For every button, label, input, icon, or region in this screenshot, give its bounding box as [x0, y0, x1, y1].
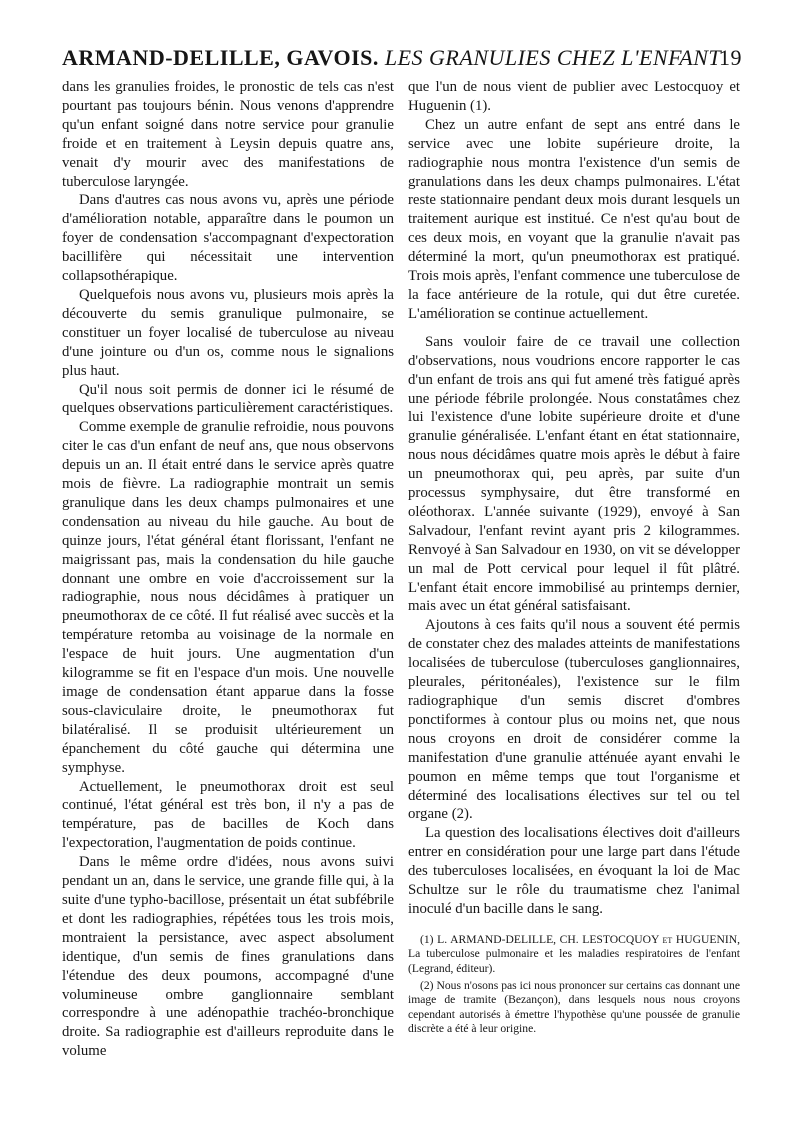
paragraph: Dans le même ordre d'idées, nous avons suivi pendant un an, dans le service, une grande fille qui, à la suite d'une typho-bacillose, présentait un état subfébrile et dont les radiographies, répétées tous les trois mois, montraient la persistance, avec aspect absolument identique, d'un semis de fines granulations dans l'étendue des deux poumons, accompagné d'une volumineuse ombre ganglionnaire semblant correspondre à une adénopathie trachéo-bronchique droite. Sa radiographie est d'ailleurs reproduite dans le volume: [62, 854, 394, 1060]
page-number: 19: [719, 45, 742, 70]
right-column: [408, 78, 740, 1037]
paragraph: Sans vouloir faire de ce travail une collection d'observations, nous voudrions encore rapporter le cas d'un enfant de trois ans qui fut amené très fatigué après une période fébrile prolongée. Nous constatâmes chez lui l'existence d'une lobite supérieure droite et d'une granulie généralisée. L'enfant étant en état stationnaire, nous nous décidâmes quatre mois après le début à faire un pneumothorax qui, peu après, par suite d'un processus symphysaire, dut être transformé en oléothorax. L'année suivante (1929), envoyé à San Salvadour, l'enfant revint ayant pris 2 kilogrammes. Renvoyé à San Salvadour en 1930, on vit se développer un mal de Pott cervical pour lequel il fût plâtré. L'enfant était encore immobilisé au printemps dernier, mais avec un état général satisfaisant.: [408, 333, 740, 615]
paragraph: que l'un de nous vient de publier avec Lestocquoy et Huguenin (1).: [408, 79, 740, 114]
footnote-authors: L. ARMAND-DELILLE, CH. LESTOCQUOY et HUGUENIN,: [437, 932, 740, 946]
header-authors: ARMAND-DELILLE, GAVOIS.: [62, 45, 379, 70]
paragraph: Qu'il nous soit permis de donner ici le résumé de quelques observations particulièrement caractéristiques.: [62, 381, 394, 417]
footnote-marker: (2): [420, 978, 434, 992]
footnote-text: La tuberculose pulmonaire et les maladies respiratoires de l'enfant (Legrand, éditeur).: [408, 947, 740, 976]
footnote-1: [408, 933, 740, 977]
paragraph: La question des localisations électives doit d'ailleurs entrer en considération pour une large part dans l'étude des tuberculoses localisées, en évoquant la loi de Mac Schultze sur le rôle du traumatisme chez l'animal inoculé d'un bacille dans le sang.: [408, 825, 740, 917]
paragraph: Dans d'autres cas nous avons vu, après une période d'amélioration notable, apparaître dans le poumon un foyer de condensation s'accompagnant d'expectoration bacillifère qui nécessitait une intervention collapsothérapique.: [62, 192, 394, 285]
footnote-text: Nous n'osons pas ici nous prononcer sur certains cas donnant une image de tramite (Bezançon), dans lesquels nous nous croyons cependant autorisés à émettre l'hypothèse qu'une poussée de granulie discrète a été à leur origine.: [408, 978, 740, 1036]
left-column: [62, 78, 394, 1061]
footnote-2: [408, 979, 740, 1037]
header-title: LES GRANULIES CHEZ L'ENFANT: [384, 45, 722, 70]
paragraph: Quelquefois nous avons vu, plusieurs mois après la découverte du semis granulique pulmonaire, se constituer un foyer localisé de tuberculose au niveau d'une jointure ou d'un os, comme nous le signalions plus haut.: [62, 286, 394, 379]
paragraph: Ajoutons à ces faits qu'il nous a souvent été permis de constater chez des malades atteints de manifestations localisées de tuberculose (tuberculoses ganglionnaires, pleurales, péritonéales), l'existence sur le film radiographique d'un semis discret d'ombres ponctiformes à contour plus ou moins net, que nous nous croyons en droit de considérer comme la manifestation d'une granulie atténuée ayant envahi le poumon en même temps que tout l'organisme et déterminé des localisations électives sur tel ou tel organe (2).: [408, 617, 740, 823]
paragraph: Chez un autre enfant de sept ans entré dans le service avec une lobite supérieure droite, la radiographie nous montra l'existence d'un semis de granulations dans les deux champs pulmonaires. L'état reste stationnaire pendant deux mois durant lesquels un traitement aurique est institué. Ce n'est qu'au bout de ces deux mois, en voyant que la granulie n'avait pas déterminé la mort, qu'un pneumothorax est pratiqué. Trois mois après, l'enfant commence une tuberculose de la face antérieure de la rotule, qui dut être curetée. L'amélioration se continue actuellement.: [408, 116, 740, 322]
section-gap: [408, 324, 740, 333]
paragraph: Comme exemple de granulie refroidie, nous pouvons citer le cas d'un enfant de neuf ans, que nous observons depuis un an. Il était entré dans le service après quatre mois de fièvre. La radiographie montrait un semis granulique dans les deux champs pulmonaires et une condensation au niveau du hile gauche. Au bout de quinze jours, l'état général étant florissant, l'enfant ne maigrissant pas, mais la condensation du hile gauche donnant une ombre en voie d'accroissement sur la radiographie, nous nous décidâmes à pratiquer un pneumothorax de ce côté. Il fut réalisé avec succès et la température retomba au voisinage de la normale en l'espace de huit jours. Une augmentation d'un kilogramme se fit en l'espace d'un mois. Une nouvelle image de condensation étant apparue dans la fosse sous-claviculaire droite, le pneumothorax fut bilatéralisé. Il se produisit ultérieurement un épanchement du côté gauche qui détermina une symphyse.: [62, 419, 394, 776]
running-header: [62, 40, 742, 76]
footnote-marker: (1): [420, 932, 434, 946]
paragraph: dans les granulies froides, le pronostic de tels cas n'est pourtant pas toujours bénin. Nous venons d'apprendre qu'un enfant soigné dans notre service pour granulie froide et en traitement à Leysin depuis quatre ans, venait d'y mourir avec des manifestations de tuberculose laryngée.: [62, 79, 394, 190]
paragraph: Actuellement, le pneumothorax droit est seul continué, l'état général est très bon, il n'y a pas de température, pas de bacilles de Koch dans l'expectoration, l'augmentation de poids continue.: [62, 778, 394, 852]
